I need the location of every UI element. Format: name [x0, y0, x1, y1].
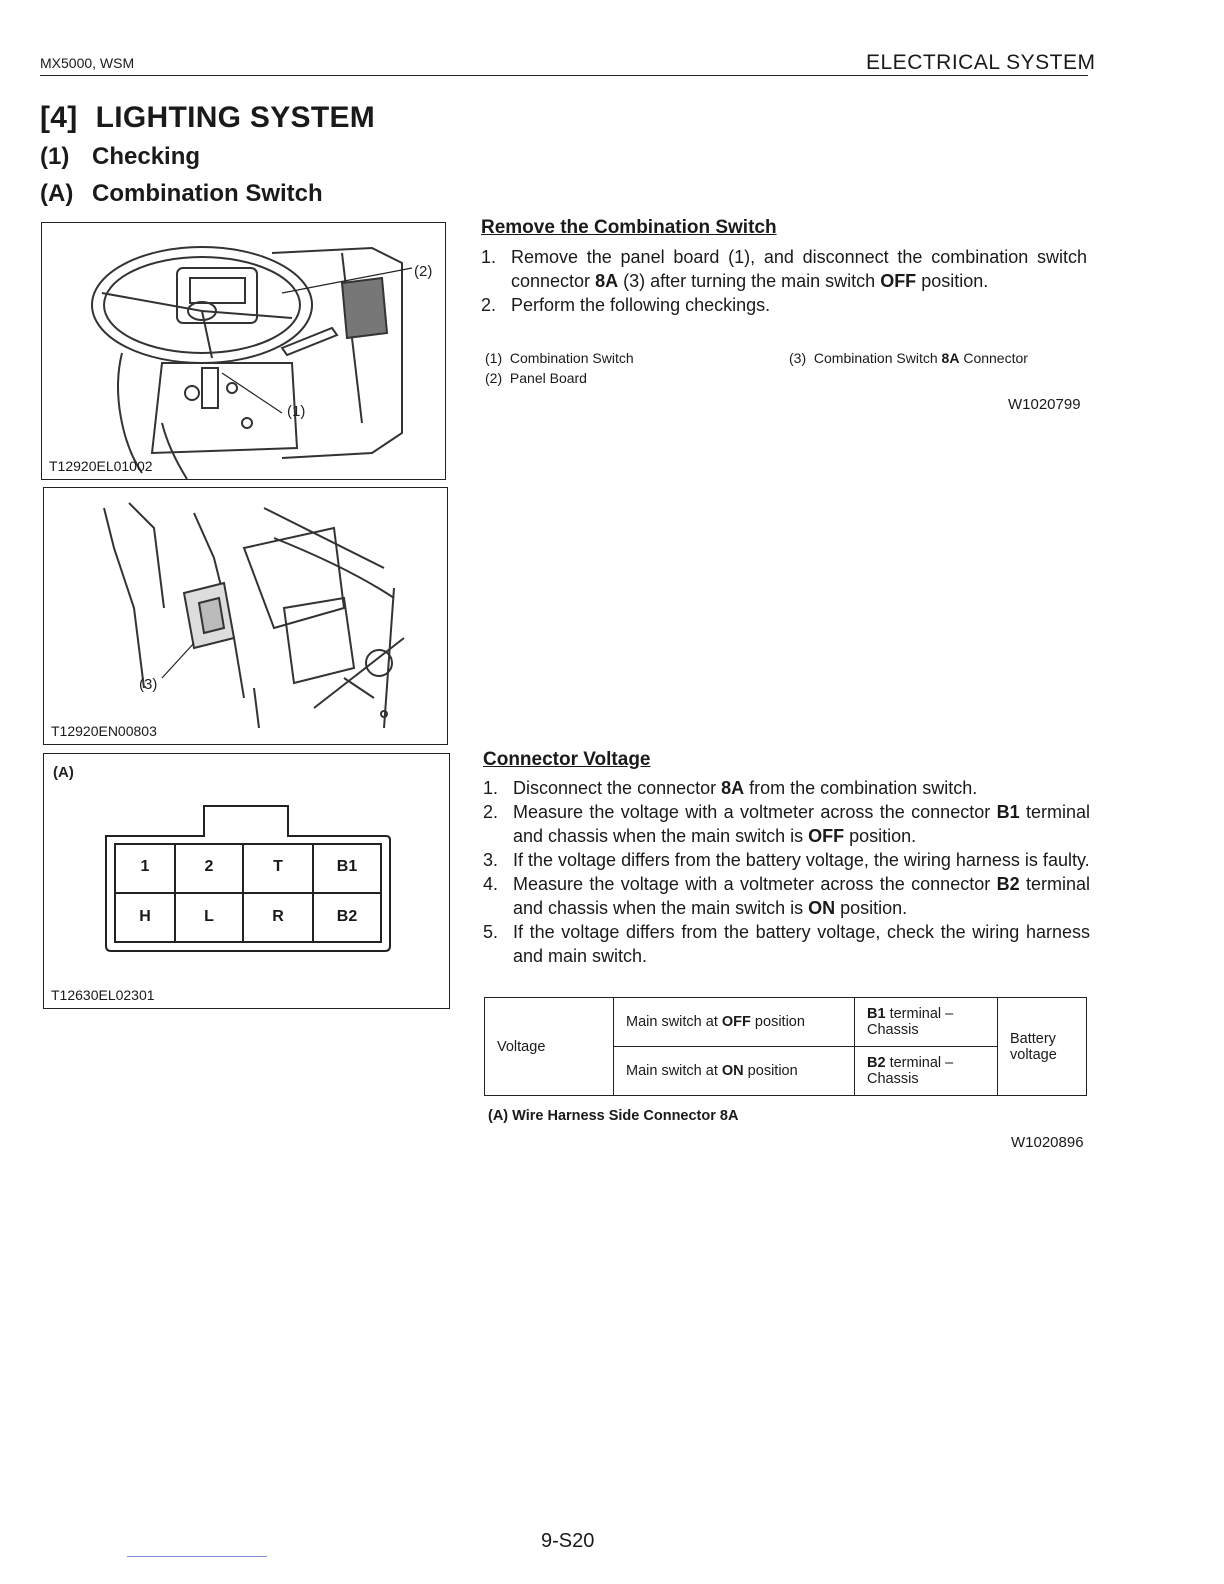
callout-connector: (3): [139, 676, 158, 693]
table-cell-battery-voltage: Battery voltage: [998, 998, 1087, 1096]
subsubsection-heading: [40, 180, 323, 208]
table-cell-off: Main switch at OFF position: [614, 998, 855, 1047]
section-title: LIGHTING SYSTEM: [95, 101, 376, 134]
pin-1: 1: [140, 858, 150, 875]
connector-step-3: 3. If the voltage differs from the battery voltage, the wiring harness is faulty.: [483, 850, 1090, 870]
figure-code: T12920EL01002: [49, 458, 153, 474]
header-manual-id: MX5000, WSM: [40, 55, 135, 71]
table-cell-on: Main switch at ON position: [614, 1047, 855, 1096]
remove-step-2: 2. Perform the following checkings.: [481, 295, 771, 315]
pin-l: L: [204, 908, 214, 925]
subsubsection-title: Combination Switch: [92, 180, 323, 207]
legend-item-3: (3) Combination Switch 8A Connector: [789, 350, 1028, 366]
subsection-number: (1): [40, 143, 70, 170]
remove-switch-title: Remove the Combination Switch: [481, 217, 777, 238]
reference-code: W1020896: [1011, 1134, 1084, 1151]
page-number: 9-S20: [541, 1530, 595, 1552]
remove-steps: [481, 245, 1087, 317]
pin-2: 2: [204, 858, 214, 875]
table-cell-b1: B1 terminal – Chassis: [855, 998, 998, 1047]
figure-connector-location: [43, 487, 448, 745]
figure-dashboard: [41, 222, 446, 480]
connector-step-5: 5. If the voltage differs from the battery voltage, check the wiring harness and main switch.: [483, 922, 1090, 966]
table-label-voltage: Voltage: [485, 998, 614, 1096]
header-divider: [40, 75, 1088, 76]
subsection-heading: [40, 143, 200, 171]
connector-location-illustration: [44, 488, 447, 744]
figure-code: T12920EN00803: [51, 723, 157, 739]
pin-grid: [115, 844, 381, 942]
connector-steps: [483, 776, 1090, 968]
connector-step-2: 2. Measure the voltage with a voltmeter across the connector B1 terminal and chassis when the main switch is OFF position.: [483, 802, 1091, 846]
connector-step-4: 4. Measure the voltage with a voltmeter across the connector B2 terminal and chassis when the main switch is ON position.: [483, 874, 1091, 918]
callout-panel-board: (2): [414, 263, 433, 280]
connector-step-1: 1. Disconnect the connector 8A from the combination switch.: [483, 778, 978, 798]
pin-b2: B2: [336, 908, 358, 925]
figure-note: (A) Wire Harness Side Connector 8A: [488, 1108, 739, 1124]
pin-h: H: [139, 908, 151, 925]
figure-code: T12630EL02301: [51, 987, 155, 1003]
legend-item-1: (1) Combination Switch: [485, 350, 634, 366]
dashboard-illustration: [42, 223, 445, 479]
remove-step-1: 1. Remove the panel board (1), and disconnect the combination switch connector 8A (3) after turning the main switch OFF position.: [481, 247, 1087, 291]
callout-panel-board-1: (1): [287, 403, 306, 420]
figure-label: (A): [53, 764, 74, 781]
figure-connector-pinout: [43, 753, 450, 1009]
section-heading: [40, 101, 375, 135]
pin-b1: B1: [336, 858, 358, 875]
header-section-title: ELECTRICAL SYSTEM: [866, 51, 1096, 74]
subsubsection-number: (A): [40, 180, 74, 207]
legend-item-2: (2) Panel Board: [485, 370, 587, 386]
voltage-table: [484, 997, 1087, 1096]
pin-t: T: [273, 858, 283, 875]
subsection-title: Checking: [92, 143, 201, 170]
connector-voltage-title: Connector Voltage: [483, 749, 651, 770]
section-number: [4]: [40, 101, 78, 134]
reference-code: W1020799: [1008, 396, 1081, 413]
pin-r: R: [272, 908, 284, 925]
table-cell-b2: B2 terminal – Chassis: [855, 1047, 998, 1096]
footer-line: [127, 1556, 267, 1557]
